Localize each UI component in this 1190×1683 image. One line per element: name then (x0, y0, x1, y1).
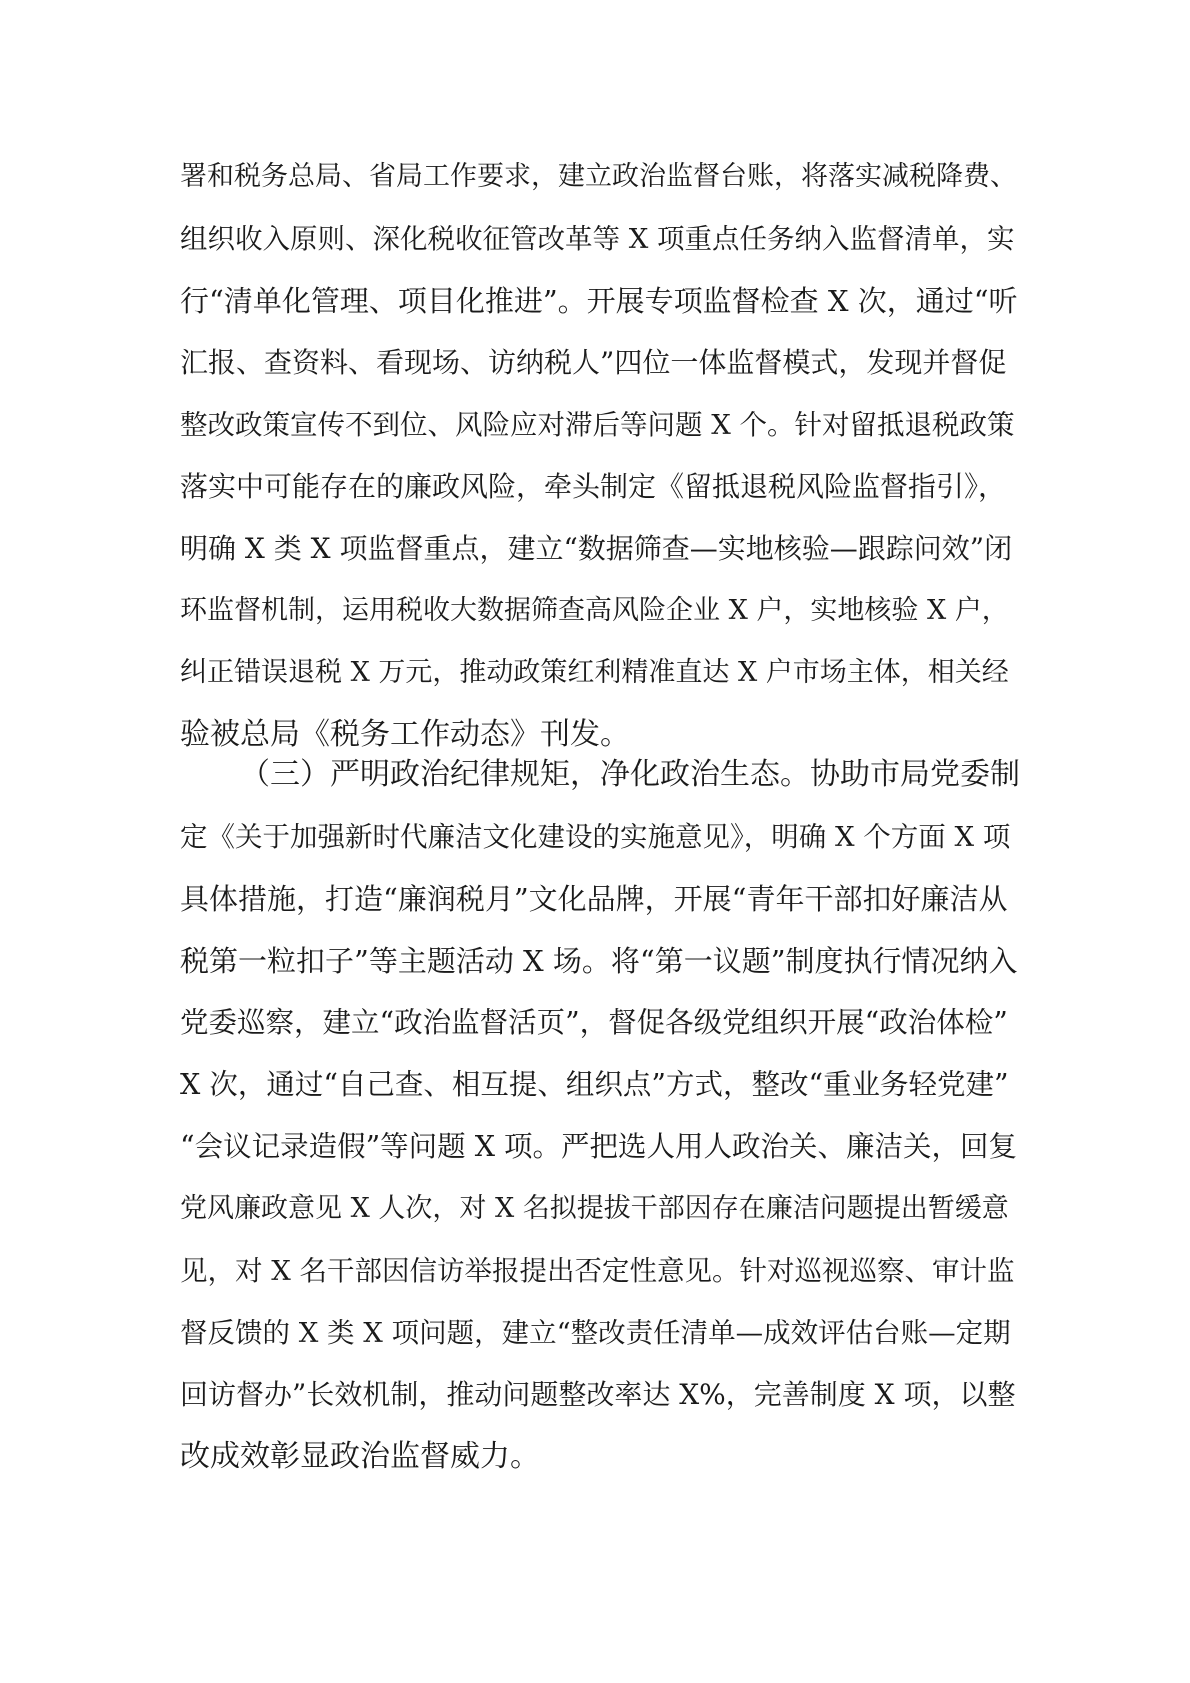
paragraph-continued (180, 146, 1020, 766)
text-line: 具体措施，打造“廉润税月”文化品牌，开展“青年干部扣好廉洁从 (180, 882, 1008, 916)
text-line: 验被总局《税务工作动态》刊发。 (180, 717, 630, 752)
text-line: “会议记录造假”等问题 X 项。严把选人用人政治关、廉洁关，回复 (180, 1130, 1018, 1163)
text-line: 行“清单化管理、项目化推进”。开展专项监督检查 X 次，通过“听 (180, 284, 1018, 318)
text-line: 环监督机制，运用税收大数据筛查高风险企业 X 户，实地核验 X 户， (180, 595, 1009, 626)
text-line: 见，对 X 名干部因信访举报提出否定性意见。针对巡视巡察、审计监 (180, 1255, 1015, 1287)
text-line: 署和税务总局、省局工作要求，建立政治监督台账，将落实减税降费、 (180, 161, 1017, 192)
text-line: 回访督办”长效机制，推动问题整改率达 X%，完善制度 X 项，以整 (180, 1378, 1016, 1411)
text-line: X 次，通过“自己查、相互提、组织点”方式，整改“重业务轻党建” (180, 1068, 1009, 1101)
text-line: 定《关于加强新时代廉洁文化建设的实施意见》，明确 X 个方面 X 项 (180, 821, 1011, 853)
text-line: 落实中可能存在的廉政风险，牵头制定《留抵退税风险监督指引》， (180, 470, 1007, 503)
text-line: 税第一粒扣子”等主题活动 X 场。将“第一议题”制度执行情况纳入 (180, 944, 1018, 978)
paragraph-section-three (180, 744, 1020, 1488)
section-heading-line: （三）严明政治纪律规矩，净化政治生态。协助市局党委制 (240, 757, 1020, 792)
text-line: 纠正错误退税 X 万元，推动政策红利精准直达 X 户市场主体，相关经 (180, 657, 1009, 688)
text-line: 明确 X 类 X 项监督重点，建立“数据筛查—实地核验—跟踪问效”闭 (180, 532, 1013, 565)
text-line: 整改政策宣传不到位、风险应对滞后等问题 X 个。针对留抵退税政策 (180, 409, 1015, 441)
text-line: 组织收入原则、深化税收征管改革等 X 项重点任务纳入监督清单，实 (180, 223, 1015, 255)
text-line: 党委巡察，建立“政治监督活页”，督促各级党组织开展“政治体检” (180, 1006, 1008, 1039)
text-line: 党风廉政意见 X 人次，对 X 名拟提拔干部因存在廉洁问题提出暂缓意 (180, 1193, 1009, 1224)
text-line: 汇报、查资料、看现场、访纳税人”四位一体监督模式，发现并督促 (180, 346, 1007, 379)
text-line: 改成效彰显政治监督威力。 (180, 1439, 540, 1474)
text-line: 督反馈的 X 类 X 项问题，建立“整改责任清单—成效评估台账—定期 (180, 1317, 1011, 1349)
